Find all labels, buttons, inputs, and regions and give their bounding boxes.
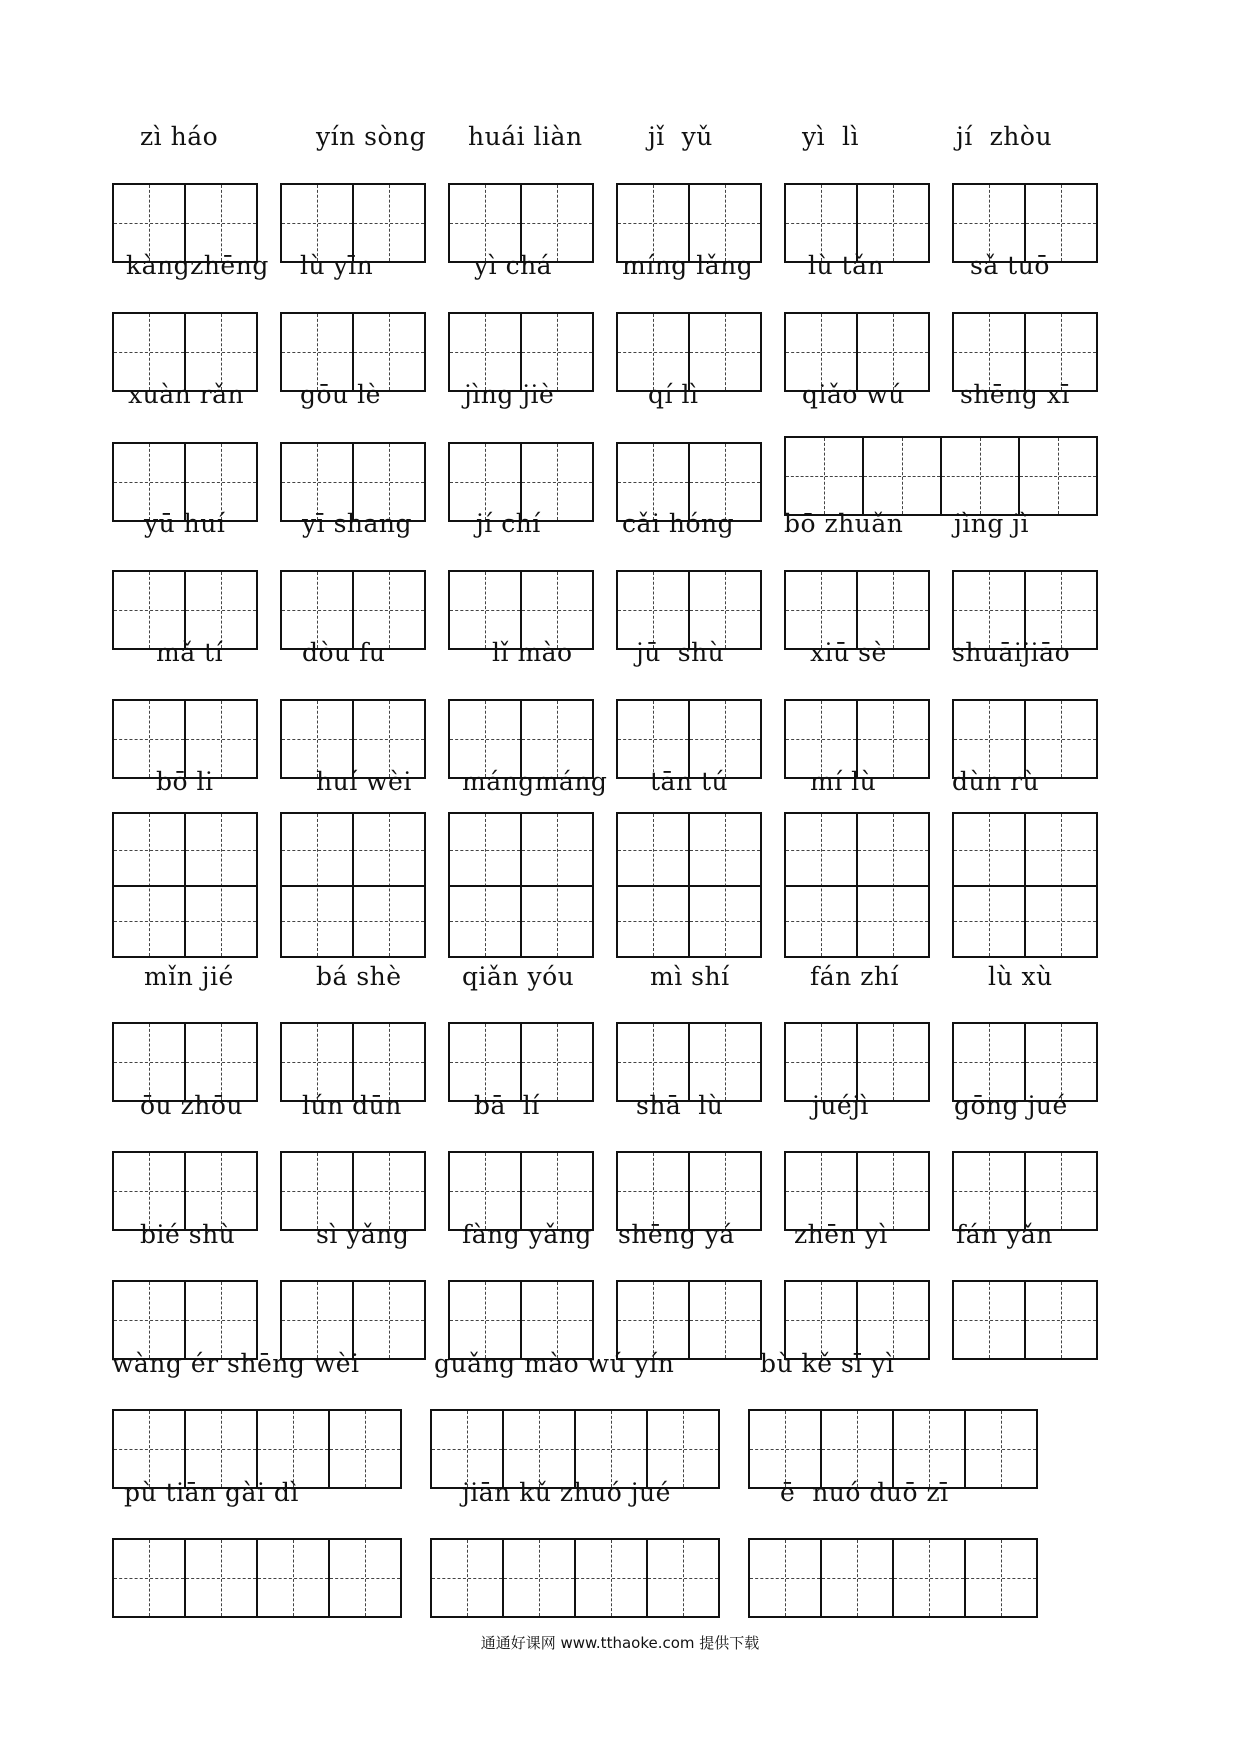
pinyin-label: juéjì <box>812 1091 869 1120</box>
pinyin-label: mǐn jié <box>144 962 234 991</box>
pinyin-label: sǎ tuō <box>970 251 1050 280</box>
writing-cell[interactable] <box>688 1280 762 1360</box>
character-grid <box>430 1538 720 1618</box>
writing-cell[interactable] <box>256 1409 330 1489</box>
writing-cell[interactable] <box>1024 1151 1098 1231</box>
pinyin-label: wàng ér shēng wèi <box>112 1349 360 1378</box>
pinyin-label: cǎi hóng <box>622 509 735 538</box>
pinyin-label: dùn rù <box>952 767 1040 796</box>
character-grid <box>112 1280 258 1360</box>
writing-cell[interactable] <box>520 812 594 958</box>
character-grid <box>448 1022 594 1102</box>
pinyin-label: shuāijiāo <box>952 638 1071 667</box>
pinyin-label: fàng yǎng <box>462 1220 592 1249</box>
pinyin-label: yì chá <box>474 251 553 280</box>
pinyin-label: jiān kǔ zhuó jué <box>462 1478 671 1507</box>
character-grid <box>430 1409 720 1489</box>
pinyin-label: huí wèi <box>316 767 412 796</box>
pinyin-label: xuàn rǎn <box>128 380 245 409</box>
pinyin-label: jǐ yǔ <box>648 122 713 151</box>
writing-cell[interactable] <box>112 812 186 958</box>
pinyin-label: lún dūn <box>302 1091 402 1120</box>
writing-cell[interactable] <box>184 812 258 958</box>
writing-cell[interactable] <box>280 1280 354 1360</box>
pinyin-label: guǎng mào wú yín <box>434 1349 675 1378</box>
writing-cell[interactable] <box>688 812 762 958</box>
writing-cell[interactable] <box>1024 812 1098 958</box>
character-grid <box>280 1151 426 1231</box>
pinyin-label: bō zhuǎn <box>784 509 904 538</box>
pinyin-label: bá shè <box>316 962 402 991</box>
writing-cell[interactable] <box>748 1538 822 1618</box>
pinyin-label: qí lì <box>648 380 699 409</box>
writing-cell[interactable] <box>430 1409 504 1489</box>
pinyin-label: mǎ tí <box>156 638 224 667</box>
writing-cell[interactable] <box>184 1538 258 1618</box>
character-grid <box>112 812 258 958</box>
pinyin-label: lǐ mào <box>492 638 573 667</box>
writing-cell[interactable] <box>952 812 1026 958</box>
character-grid <box>112 1538 402 1618</box>
writing-cell[interactable] <box>784 812 858 958</box>
pinyin-label: qiǎn yóu <box>462 962 575 991</box>
writing-cell[interactable] <box>112 1022 186 1102</box>
pinyin-label: mì shí <box>650 962 730 991</box>
character-grid <box>952 1151 1098 1231</box>
writing-cell[interactable] <box>892 1409 966 1489</box>
pinyin-label: jí chí <box>476 509 541 538</box>
pinyin-label: yī shang <box>302 509 413 538</box>
character-grid <box>616 1151 762 1231</box>
writing-cell[interactable] <box>328 1538 402 1618</box>
writing-cell[interactable] <box>940 436 1020 516</box>
writing-cell[interactable] <box>520 1151 594 1231</box>
pinyin-label: xiū sè <box>810 638 887 667</box>
pinyin-label: fán yǎn <box>956 1220 1053 1249</box>
pinyin-label: bù kě sī yì <box>760 1349 895 1378</box>
writing-cell[interactable] <box>856 1022 930 1102</box>
writing-cell[interactable] <box>280 812 354 958</box>
writing-cell[interactable] <box>280 1151 354 1231</box>
writing-cell[interactable] <box>280 1022 354 1102</box>
character-grid <box>112 1151 258 1231</box>
writing-cell[interactable] <box>1018 436 1098 516</box>
pinyin-label: shā lù <box>636 1091 724 1120</box>
pinyin-label: sì yǎng <box>316 1220 410 1249</box>
pinyin-label: qiǎo wú <box>802 380 905 409</box>
writing-cell[interactable] <box>448 1280 522 1360</box>
writing-cell[interactable] <box>952 1022 1026 1102</box>
pinyin-label: fán zhí <box>810 962 899 991</box>
writing-cell[interactable] <box>820 1538 894 1618</box>
character-grid <box>448 1280 594 1360</box>
character-grid <box>952 1022 1098 1102</box>
character-grid <box>280 1280 426 1360</box>
character-grid <box>616 1280 762 1360</box>
writing-cell[interactable] <box>646 1409 720 1489</box>
writing-cell[interactable] <box>862 436 942 516</box>
writing-cell[interactable] <box>964 1538 1038 1618</box>
pinyin-label: bā lí <box>474 1091 540 1120</box>
character-grid <box>112 1022 258 1102</box>
writing-cell[interactable] <box>352 812 426 958</box>
pinyin-label: huái liàn <box>468 122 583 151</box>
writing-cell[interactable] <box>574 1538 648 1618</box>
writing-cell[interactable] <box>1024 1280 1098 1360</box>
character-grid <box>448 812 594 958</box>
writing-cell[interactable] <box>430 1538 504 1618</box>
writing-cell[interactable] <box>184 1151 258 1231</box>
writing-cell[interactable] <box>352 1280 426 1360</box>
pinyin-label: dòu fu <box>302 638 386 667</box>
writing-cell[interactable] <box>112 1280 186 1360</box>
writing-cell[interactable] <box>616 1151 690 1231</box>
pinyin-label: jìng jì <box>954 509 1030 538</box>
writing-cell[interactable] <box>616 1022 690 1102</box>
writing-cell[interactable] <box>1024 1022 1098 1102</box>
writing-cell[interactable] <box>964 1409 1038 1489</box>
character-grid <box>784 1280 930 1360</box>
writing-cell[interactable] <box>352 1022 426 1102</box>
writing-cell[interactable] <box>688 1022 762 1102</box>
character-grid <box>448 1151 594 1231</box>
pinyin-label: jí zhòu <box>956 122 1053 151</box>
pinyin-label: lù yīn <box>300 251 374 280</box>
writing-cell[interactable] <box>184 1022 258 1102</box>
writing-cell[interactable] <box>448 1022 522 1102</box>
writing-cell[interactable] <box>856 1280 930 1360</box>
pinyin-label: yì lì <box>802 122 860 151</box>
writing-cell[interactable] <box>784 1151 858 1231</box>
writing-cell[interactable] <box>112 1538 186 1618</box>
writing-cell[interactable] <box>688 312 762 392</box>
pinyin-label: bō li <box>156 767 214 796</box>
writing-cell[interactable] <box>856 812 930 958</box>
writing-cell[interactable] <box>784 1280 858 1360</box>
pinyin-label: mángmáng <box>462 767 608 796</box>
writing-cell[interactable] <box>112 1151 186 1231</box>
pinyin-label: lù tǎn <box>808 251 885 280</box>
writing-cell[interactable] <box>574 1409 648 1489</box>
pinyin-label: zì háo <box>140 122 219 151</box>
writing-cell[interactable] <box>820 1409 894 1489</box>
pinyin-label: míng lǎng <box>622 251 754 280</box>
writing-cell[interactable] <box>448 812 522 958</box>
pinyin-label: ē nuó duō zī <box>780 1478 949 1507</box>
writing-cell[interactable] <box>616 812 690 958</box>
footer-credit: 通通好课网 www.tthaoke.com 提供下载 <box>480 1634 760 1652</box>
writing-cell[interactable] <box>520 1022 594 1102</box>
pinyin-label: pù tiān gài dì <box>124 1478 299 1507</box>
pinyin-label: tān tú <box>650 767 729 796</box>
writing-cell[interactable] <box>184 1280 258 1360</box>
character-grid <box>280 812 426 958</box>
writing-cell[interactable] <box>892 1538 966 1618</box>
pinyin-label: jìng jiè <box>464 380 555 409</box>
character-grid <box>616 1022 762 1102</box>
character-grid <box>748 1409 1038 1489</box>
character-grid <box>748 1538 1038 1618</box>
character-grid <box>952 1280 1098 1360</box>
character-grid <box>280 1022 426 1102</box>
writing-cell[interactable] <box>184 1409 258 1489</box>
writing-cell[interactable] <box>502 1409 576 1489</box>
character-grid <box>784 436 1098 516</box>
pinyin-label: lù xù <box>988 962 1053 991</box>
pinyin-label: gōu lè <box>300 380 381 409</box>
writing-cell[interactable] <box>520 1280 594 1360</box>
writing-cell[interactable] <box>646 1538 720 1618</box>
pinyin-label: zhēn yì <box>794 1220 888 1249</box>
writing-cell[interactable] <box>256 1538 330 1618</box>
character-grid <box>112 1409 402 1489</box>
pinyin-label: shēng xī <box>960 380 1070 409</box>
character-grid <box>784 812 930 958</box>
pinyin-label: kàngzhēng <box>126 251 269 280</box>
pinyin-label: gōng jué <box>954 1091 1068 1120</box>
pinyin-label: shēng yá <box>618 1220 735 1249</box>
pinyin-label: yū huí <box>144 509 226 538</box>
writing-cell[interactable] <box>616 1280 690 1360</box>
writing-cell[interactable] <box>502 1538 576 1618</box>
writing-cell[interactable] <box>952 1151 1026 1231</box>
pinyin-label: ōu zhōu <box>140 1091 244 1120</box>
character-grid <box>616 812 762 958</box>
writing-cell[interactable] <box>784 436 864 516</box>
writing-cell[interactable] <box>952 1280 1026 1360</box>
writing-cell[interactable] <box>688 1151 762 1231</box>
writing-cell[interactable] <box>748 1409 822 1489</box>
pinyin-label: yín sòng <box>316 122 427 151</box>
writing-cell[interactable] <box>448 1151 522 1231</box>
writing-cell[interactable] <box>856 1151 930 1231</box>
writing-cell[interactable] <box>784 1022 858 1102</box>
pinyin-label: bié shù <box>140 1220 236 1249</box>
pinyin-label: mí lù <box>810 767 877 796</box>
writing-cell[interactable] <box>112 1409 186 1489</box>
character-grid <box>784 1022 930 1102</box>
writing-cell[interactable] <box>328 1409 402 1489</box>
writing-cell[interactable] <box>352 1151 426 1231</box>
pinyin-label: jū shù <box>636 638 725 667</box>
character-grid <box>952 812 1098 958</box>
character-grid <box>784 1151 930 1231</box>
